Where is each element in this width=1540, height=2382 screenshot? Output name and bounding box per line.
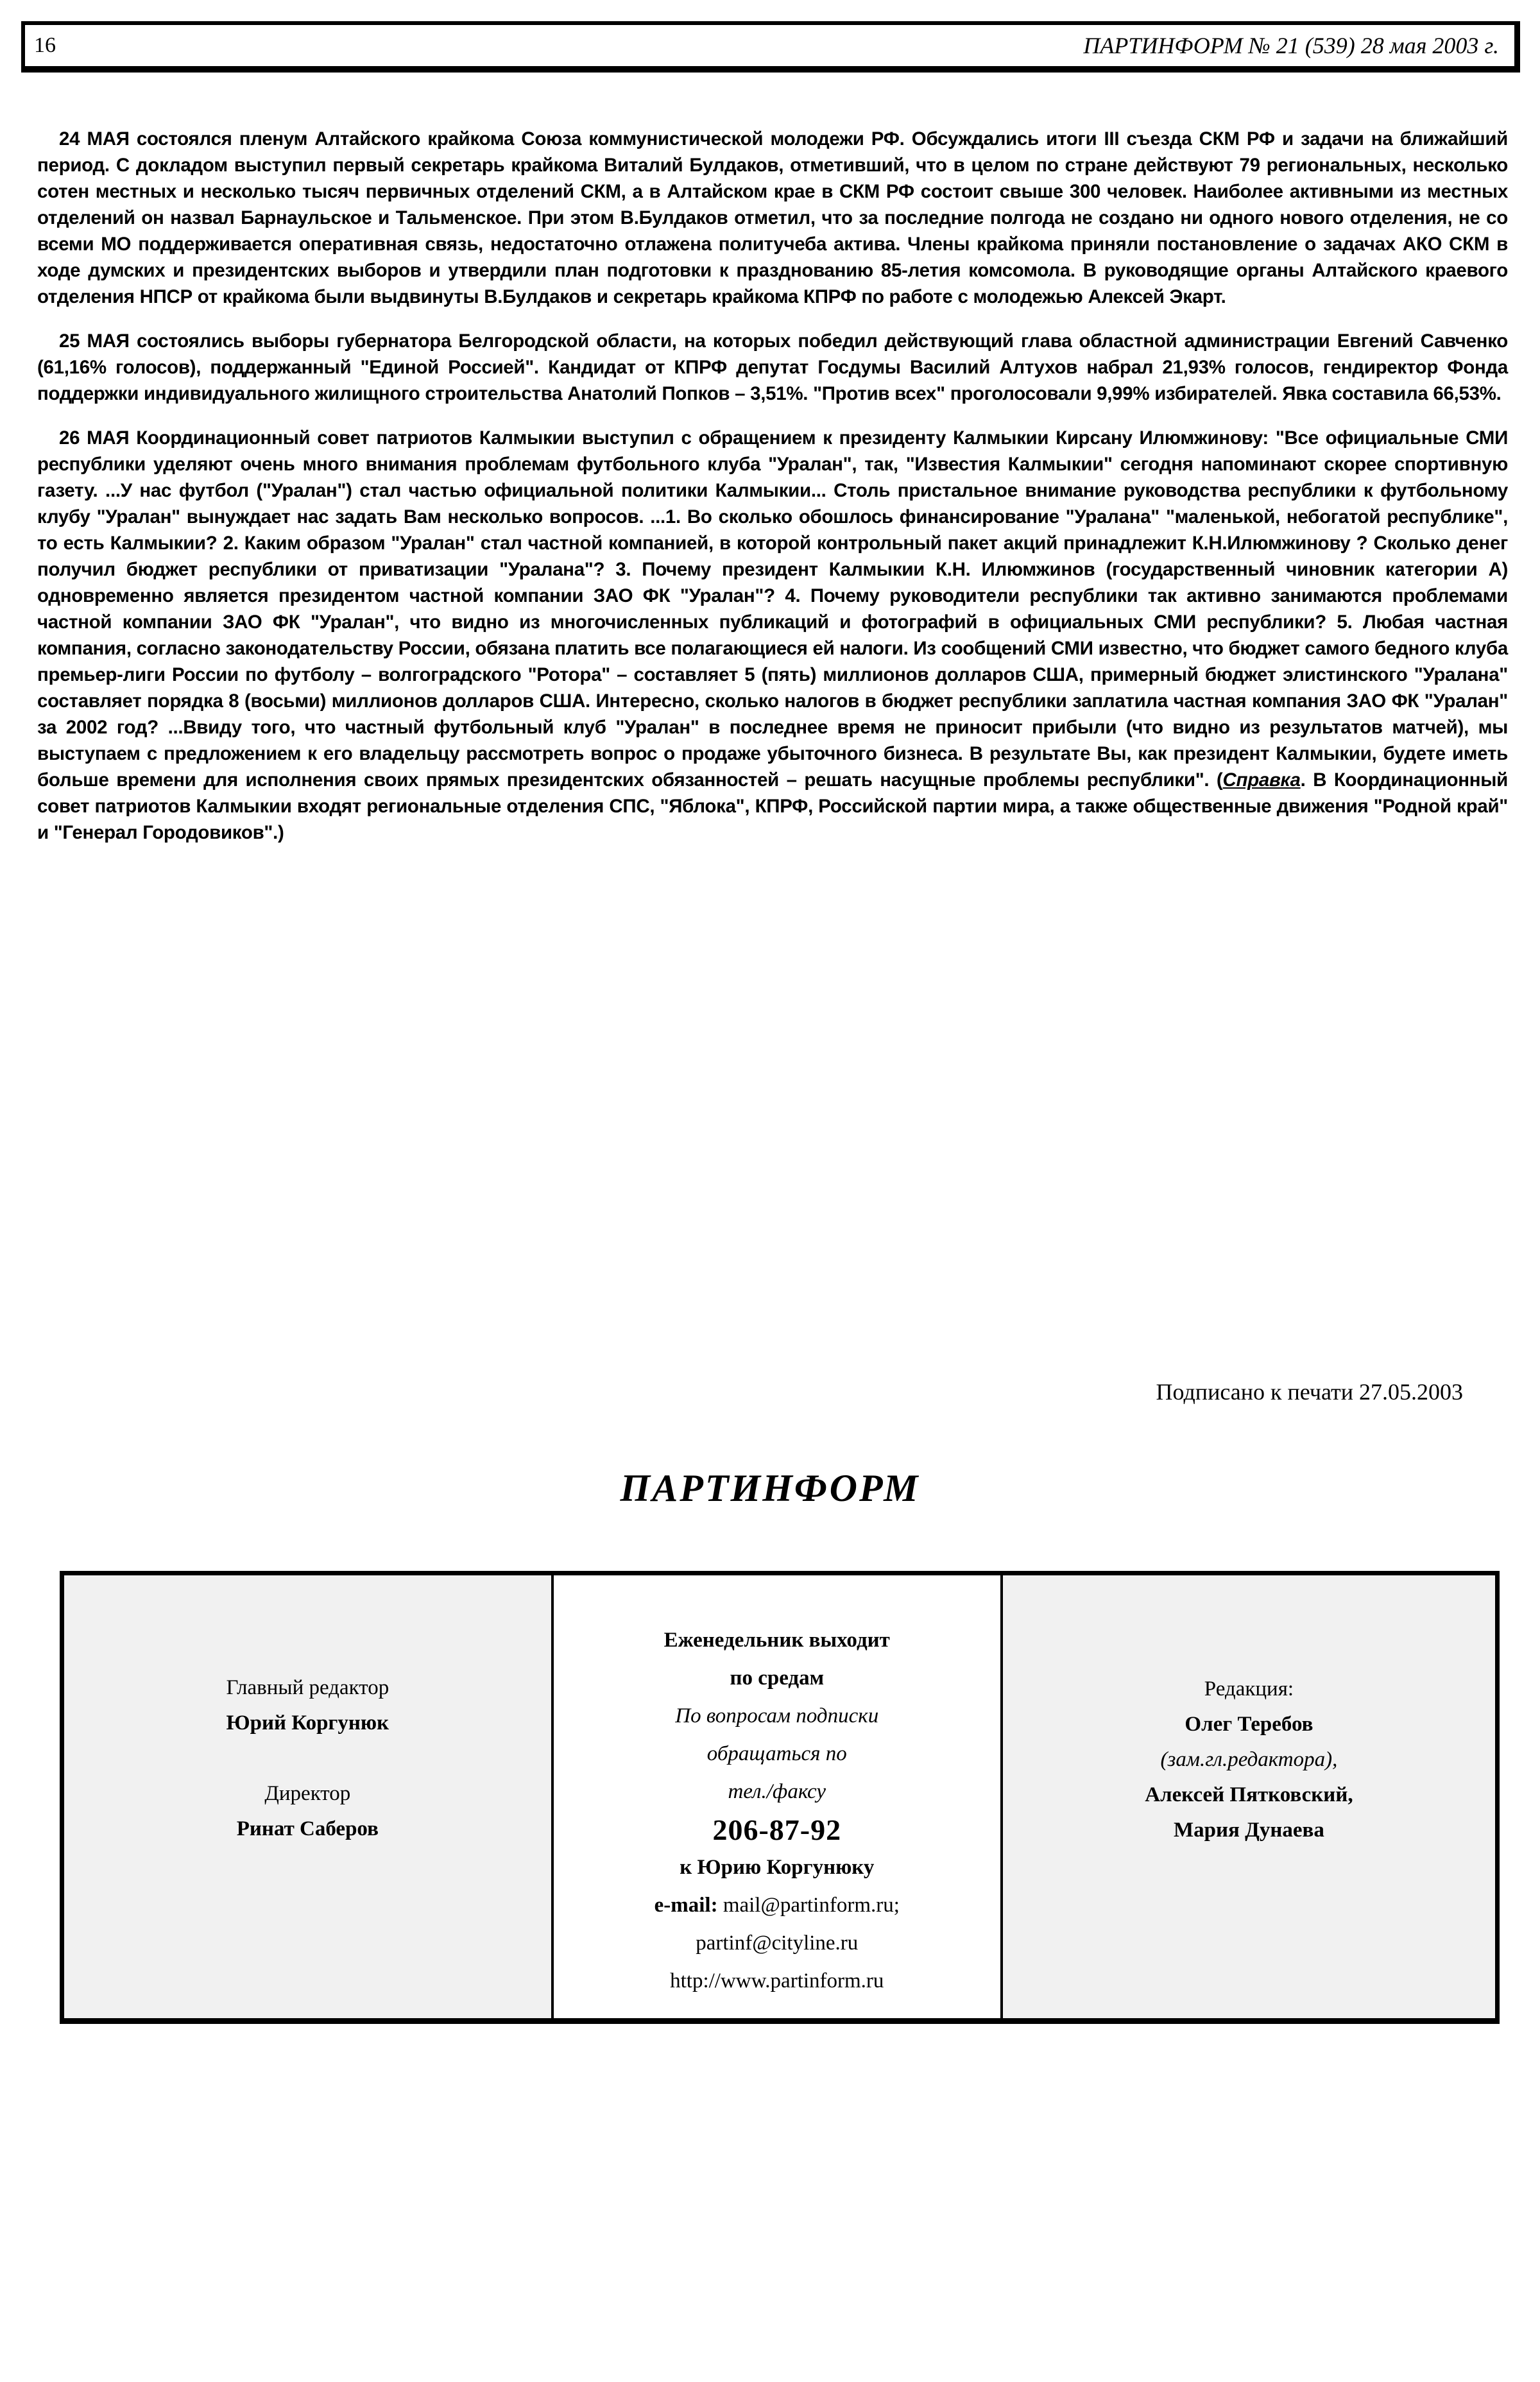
phone-number: 206-87-92: [712, 1813, 842, 1846]
article-paragraph-25-may: 25 МАЯ состоялись выборы губернатора Белгородской области, на которых победил действующий глава областной администрации Евгений Савченко (61,16% голосов), поддержанный "Единой Россией". Кандидат от КПРФ депутат Госдумы Василий Алтухов набрал 21,93% голосов, гендиректор Фонда поддержки индивидуального жилищного строительства Анатолий Попков – 3,51%. "Против всех" проголосовали 9,99% избирателей. Явка составила 66,53%.: [37, 330, 1508, 404]
email-line: [554, 1887, 1000, 1924]
subscription-line-1: По вопросам подписки: [675, 1704, 879, 1727]
subscription-line-3: тел./факсу: [728, 1780, 826, 1803]
article-text-lead: 26 МАЯ Координационный совет патриотов Калмыкии выступил с обращением к президенту Калмыкии Кирсану Илюмжинову: "Все официальные СМИ республики уделяют очень много внимания проблемам футбольного клуба "Уралан", так, "Известия Калмыкии" сегодня напоминают скорее спортивную газету. ...У нас футбол ("Уралан") стал частью официальной политики Калмыкии... Столь пристальное внимание руководства республики к футбольному клубу "Уралан" вынуждает нас задать Вам несколько вопросов. ...1. Во сколько обошлось финансирование "Уралана" "маленькой, небогатой республике", то есть Калмыкии? 2. Каким образом "Уралан" стал частной компанией, в которой контрольный пакет акций принадлежит К.Н.Илюмжинову ? Сколько денег получил бюджет республики от приватизации "Уралана"? 3. Почему президент Калмыкии К.Н. Илюмжинов (государственный чиновник категории А) одновременно является президентом частной компании ЗАО ФК "Уралан"? 4. Почему руководители республики так активно занимаются проблемами частной компании ЗАО ФК "Уралан", что видно из многочисленных публикаций и фотографий в официальных СМИ республики? 5. Любая частная компания, согласно законодательству России, обязана платить все полагающиеся ей налоги. Из сообщений СМИ известно, что бюджет самого бедного клуба премьер-лиги России по футболу – волгоградского "Ротора" – составляет 5 (пять) миллионов долларов США, примерный бюджет элистинского "Уралана" составляет порядка 8 (восьми) миллионов долларов США. Интересно, сколько налогов в бюджет республики заплатила частная компания ЗАО ФК "Уралан" за 2002 год? ...Ввиду того, что частный футбольный клуб "Уралан" в последнее время не приносит прибыли (что видно из результатов матчей), мы выступаем с предложением к его владельцу рассмотреть вопрос о продаже убыточного бизнеса. В результате Вы, как президент Калмыкии, будете иметь больше времени для исполнения своих прямых президентских обязанностей – решать насущные проблемы республики". (: [37, 427, 1508, 791]
editorial-name-3: Мария Дунаева: [1174, 1819, 1324, 1842]
email-address-2: partinf@cityline.ru: [696, 1932, 859, 1955]
spravka-reference: Справка: [1222, 769, 1301, 791]
email-address-1: mail@partinform.ru;: [723, 1894, 900, 1917]
masthead-subscription-cell: [554, 1575, 1003, 2018]
chief-editor-role: Главный редактор: [226, 1676, 389, 1699]
editorial-name-2: Алексей Пятковский,: [1145, 1783, 1353, 1806]
schedule-line-1: Еженедельник выходит: [663, 1629, 890, 1652]
email-label: e-mail:: [654, 1894, 718, 1917]
page-number: 16: [34, 33, 56, 57]
newsletter-title: ПАРТИНФОРМ: [620, 1467, 920, 1509]
director-name: Ринат Саберов: [236, 1817, 379, 1840]
subscription-line-2: обращаться по: [706, 1742, 847, 1765]
issue-header-title: ПАРТИНФОРМ № 21 (539) 28 мая 2003 г.: [1083, 33, 1499, 58]
article-text-tail: . В Координационный совет патриотов Калмыкии входят региональные отделения СПС, "Яблока", КПРФ, Российской партии мира, а также общественные движения "Родной край" и "Генерал Городовиков".): [37, 769, 1508, 843]
page-header: [21, 21, 1520, 73]
schedule-line-2: по средам: [730, 1667, 825, 1690]
editorial-note: (зам.гл.редактора),: [1160, 1748, 1338, 1771]
article-paragraph-24-may: 24 МАЯ состоялся пленум Алтайского крайкома Союза коммунистической молодежи РФ. Обсуждались итоги III съезда СКМ РФ и задачи на ближайший период. С докладом выступил первый секретарь крайкома Виталий Булдаков, отметивший, что в целом по стране действуют 79 региональных, несколько сотен местных и несколько тысяч первичных отделений СКМ, а в Алтайском крае в СКМ РФ состоит свыше 300 человек. Наиболее активными из местных отделений он назвал Барнаульское и Тальменское. При этом В.Булдаков отметил, что за последние полгода не создано ни одного нового отделения, не со всеми МО поддерживается оперативная связь, недостаточно отлажена политучеба актива. Члены крайкома приняли постановление о задачах АКО СКМ в ходе думских и президентских выборов и утвердили план подготовки к празднованию 85-летия комсомола. В руководящие органы Алтайского краевого отделения НПСР от крайкома были выдвинуты В.Булдаков и секретарь крайкома КПРФ по работе с молодежью Алексей Экарт.: [37, 128, 1508, 307]
articles-section: [37, 126, 1508, 864]
chief-editor-name: Юрий Коргунюк: [226, 1711, 389, 1735]
masthead-editors-cell: [64, 1575, 554, 2018]
website-url: http://www.partinform.ru: [670, 1969, 884, 1992]
contact-name: к Юрию Коргунюку: [680, 1856, 875, 1879]
director-role: Директор: [264, 1782, 351, 1805]
article-paragraph-26-may: [37, 425, 1508, 846]
signed-to-print-line: Подписано к печати 27.05.2003: [1156, 1379, 1463, 1405]
masthead-editorial-cell: [1003, 1575, 1495, 2018]
editorial-name-1: Олег Теребов: [1185, 1713, 1313, 1736]
masthead-table: [60, 1571, 1500, 2024]
editorial-label: Редакция:: [1204, 1677, 1294, 1701]
